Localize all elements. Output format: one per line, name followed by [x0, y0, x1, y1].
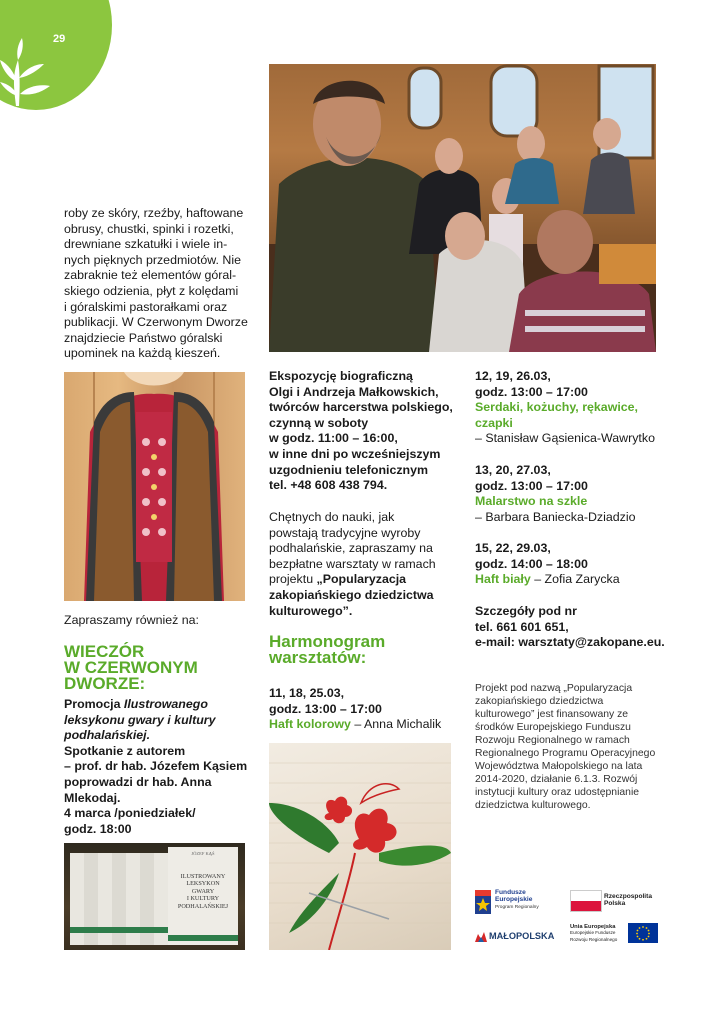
text-line: i góralskimi pastorałkami oraz	[64, 299, 228, 314]
fundusze-europejskie-logo	[475, 888, 565, 916]
session-topic: czapki	[475, 415, 513, 430]
books-photo	[64, 843, 245, 950]
project-name: kulturowego”.	[269, 603, 353, 618]
project-name: zakopiańskiego dziedzictwa	[269, 587, 434, 602]
text-line: zabraknie też elementów góral-	[64, 268, 237, 283]
text-line: uzgodnieniu telefonicznym	[269, 462, 429, 477]
text-line: w inne dni po wcześniejszym	[269, 446, 441, 461]
funding-note	[475, 682, 655, 812]
session-dates: 11, 18, 25.03,	[269, 686, 345, 700]
text-line: publikacji. W Czerwonym Dworze	[64, 315, 248, 330]
workshop-photo	[269, 64, 656, 352]
session-topic-line	[269, 717, 441, 733]
text-line: środków Europejskiego Funduszu	[475, 722, 631, 733]
book-title	[64, 713, 247, 729]
intro-paragraph	[64, 206, 248, 362]
malopolska-mark-icon	[475, 932, 487, 942]
book-author: JÓZEF KĄŚ	[191, 851, 215, 856]
text-line: Olgi i Andrzeja Małkowskich,	[269, 384, 439, 399]
text-line: upominek na każdą kieszeń.	[64, 346, 221, 361]
logo-text: Unia Europejska	[570, 924, 616, 930]
text-line: roby ze skóry, rzeźby, haftowane	[64, 206, 244, 220]
text-line: – prof. dr hab. Józefem Kąsiem	[64, 759, 248, 774]
text-line: drewniane szkatułki i wiele in-	[64, 237, 228, 252]
text-line: 4 marca /poniedziałek/	[64, 806, 196, 821]
text-line: dziedzictwa kulturowego.	[475, 800, 591, 811]
text-line: kulturowego” jest finansowany ze	[475, 709, 629, 720]
logo-text: MAŁOPOLSKA	[489, 931, 555, 941]
fe-star-icon	[475, 890, 491, 914]
text-line: instytucji kultury oraz udostępnianie	[475, 787, 640, 798]
session-dates: 13, 20, 27.03,	[475, 463, 551, 477]
book-title: Ilustrowanego	[123, 697, 208, 711]
polish-flag-icon	[570, 890, 602, 912]
book-cover-line: PODHALAŃSKIEJ	[177, 902, 229, 910]
session-3	[475, 463, 635, 525]
session-2	[475, 369, 655, 447]
logo-subtext: Europejskie Fundusze	[570, 930, 616, 936]
event-title-line: WIECZÓR	[64, 642, 145, 661]
text-line: 2014-2020, działanie 6.1.3. Rozwój	[475, 774, 638, 785]
page-number: 29	[53, 33, 66, 45]
logo-text: Polska	[604, 900, 626, 908]
text-line: bezpłatne warsztaty w ramach	[269, 556, 436, 571]
session-1	[269, 686, 441, 733]
promo-line	[64, 697, 247, 713]
event-description	[64, 697, 247, 837]
leaf-logo-icon	[0, 38, 58, 106]
text-line: godz. 18:00	[64, 821, 132, 836]
text-line: twórców harcerstwa polskiego,	[269, 400, 453, 415]
book-cover-title	[170, 873, 236, 910]
text-line: Szczegóły pod nr	[475, 604, 577, 618]
book-title-part: podhalańskiej.	[64, 728, 151, 743]
text-line: Rozwoju Regionalnego w ramach	[475, 735, 630, 746]
text-line: Chętnych do nauki, jak	[269, 510, 395, 524]
session-dates: 15, 22, 29.03,	[475, 541, 551, 555]
logo-subtext: Program Regionalny	[495, 904, 539, 910]
text-line: poprowadzi dr hab. Anna	[64, 774, 212, 789]
project-name: „Popularyzacja	[316, 572, 407, 587]
session-time: godz. 14:00 – 18:00	[475, 556, 588, 571]
text-line: Spotkanie z autorem	[64, 743, 186, 758]
text-line: skiego odzienia, płyt z kolędami	[64, 283, 239, 298]
rzeczpospolita-logo	[570, 890, 660, 912]
text-line: znajdziecie Państwo góralski	[64, 330, 223, 345]
session-person: – Barbara Baniecka-Dziadzio	[475, 509, 636, 524]
email-line[interactable]: e-mail: warsztaty@zakopane.eu.	[475, 635, 665, 650]
book-cover-line: LEKSYKON	[186, 880, 220, 888]
eu-flag-icon	[628, 923, 658, 943]
workshop-invite	[269, 510, 436, 619]
text-line: zakopiańskiego dziedzictwa	[475, 696, 604, 707]
promo-label: Promocja	[64, 697, 124, 711]
unia-europejska-logo	[570, 922, 660, 948]
session-topic: Haft kolorowy	[269, 717, 351, 732]
logo-subtext: Rozwoju Regionalnego	[570, 936, 618, 942]
phone-line: tel. 661 601 651,	[475, 619, 569, 634]
logo-text: Europejskie	[495, 896, 533, 904]
contact-details	[475, 604, 665, 651]
text-line: Projekt pod nazwą „Popularyzacja	[475, 683, 633, 694]
embroidery-photo	[269, 743, 451, 950]
schedule-title-line: warsztatów:	[269, 648, 367, 667]
session-topic: Haft biały	[475, 572, 531, 587]
vest-photo	[64, 372, 245, 601]
text-line: Województwa Małopolskiego na lata	[475, 761, 643, 772]
book-title	[64, 728, 247, 744]
schedule-title-line: Harmonogram	[269, 632, 386, 651]
session-time: godz. 13:00 – 17:00	[475, 384, 588, 399]
text-line: podhalańskie, zapraszamy na	[269, 541, 433, 556]
session-time: godz. 13:00 – 17:00	[475, 478, 588, 493]
session-person: – Anna Michalik	[350, 717, 442, 732]
text-line: obrusy, chustki, spinki i rozetki,	[64, 221, 234, 236]
phone-line: tel. +48 608 438 794.	[269, 478, 388, 493]
text-line: Mlekodaj.	[64, 790, 121, 805]
logo-text: Fundusze	[495, 889, 526, 896]
session-person: – Stanisław Gąsienica-Wawrytko	[475, 431, 655, 446]
text-line	[269, 572, 436, 588]
session-topic: Malarstwo na szkle	[475, 494, 588, 509]
text-line: Ekspozycję biograficzną	[269, 369, 413, 383]
book-cover-line: I KULTURY	[186, 895, 220, 903]
session-topic-line	[475, 572, 620, 588]
schedule-title	[269, 634, 385, 666]
session-4	[475, 541, 620, 588]
text-line: w godz. 11:00 – 16:00,	[269, 431, 398, 446]
event-title	[64, 644, 198, 692]
text-part: projektu	[269, 572, 317, 587]
book-cover-line: GWARY	[191, 887, 215, 895]
invite-text: Zapraszamy również na:	[64, 613, 199, 627]
text-line: Regionalnego Programu Operacyjnego	[475, 748, 656, 759]
event-title-line: W CZERWONYM	[64, 658, 198, 677]
book-cover-line: ILUSTROWANY	[180, 873, 226, 880]
text-line: czynną w soboty	[269, 415, 369, 430]
text-line: powstają tradycyjne wyroby	[269, 525, 421, 540]
session-topic: Serdaki, kożuchy, rękawice,	[475, 400, 638, 415]
text-line: nych pięknych przedmiotów. Nie	[64, 252, 241, 267]
exhibition-text	[269, 369, 453, 494]
logo-text: Rzeczpospolita	[604, 893, 652, 900]
book-title-part: leksykonu gwary i kultury	[64, 712, 216, 727]
session-person: – Zofia Zarycka	[530, 572, 620, 587]
event-title-line: DWORZE:	[64, 674, 146, 693]
session-dates: 12, 19, 26.03,	[475, 369, 551, 383]
session-time: godz. 13:00 – 17:00	[269, 701, 382, 716]
